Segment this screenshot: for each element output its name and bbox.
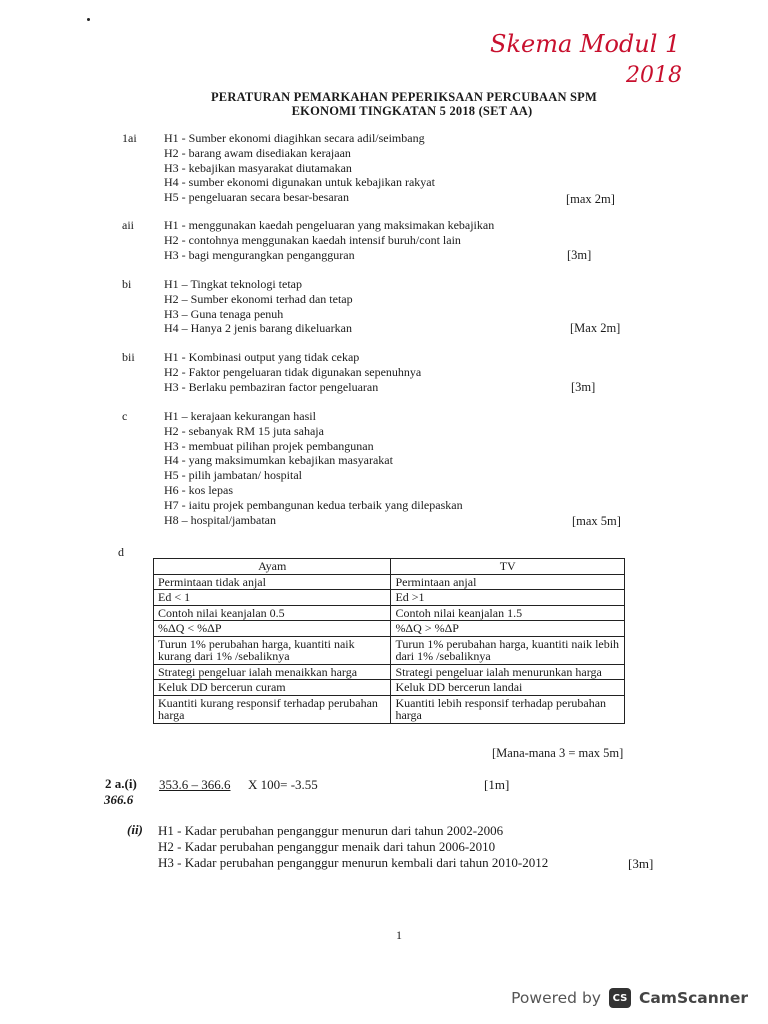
- answer-point: H4 - sumber ekonomi digunakan untuk kebajikan rakyat: [164, 175, 435, 190]
- table-cell: Turun 1% perubahan harga, kuantiti naik lebih dari 1% /sebaliknya: [391, 636, 625, 664]
- answer-point: H1 – Tingkat teknologi tetap: [164, 277, 302, 291]
- stray-dot: [87, 18, 90, 21]
- camscanner-logo-icon: CS: [609, 988, 631, 1008]
- table-cell: Ed >1: [391, 590, 625, 606]
- answer-point: H2 – Sumber ekonomi terhad dan tetap: [164, 291, 353, 306]
- answer-point: H2 - sebanyak RM 15 juta sahaja: [164, 423, 324, 438]
- answer-point: H5 - pengeluaran secara besar-besaran: [164, 190, 349, 205]
- column-header: Ayam: [154, 559, 391, 575]
- mark-allocation: [3m]: [628, 856, 654, 871]
- table-row: [154, 680, 625, 696]
- question-label: bii: [122, 350, 135, 364]
- table-cell: Strategi pengeluar ialah menurunkan harga: [391, 664, 625, 680]
- mark-allocation: [3m]: [567, 248, 592, 262]
- table-cell: Kuantiti lebih responsif terhadap perubahan harga: [391, 695, 625, 723]
- mark-allocation: [Max 2m]: [570, 321, 621, 335]
- doc-title-line1: PERATURAN PEMARKAHAN PEPERIKSAAN PERCUBAAN SPM: [210, 90, 598, 104]
- table-row: [154, 664, 625, 680]
- answer-point: H3 - membuat pilihan projek pembangunan: [164, 438, 374, 453]
- mark-allocation: [Mana-mana 3 = max 5m]: [492, 746, 624, 760]
- table-cell: %ΔQ < %ΔP: [154, 621, 391, 637]
- camscanner-watermark: [511, 986, 748, 1010]
- handwriting-line2: 2018: [626, 63, 682, 88]
- mark-allocation: [1m]: [484, 777, 510, 792]
- answer-point: H8 – hospital/jambatan: [164, 512, 276, 527]
- mark-allocation: [max 5m]: [572, 514, 621, 528]
- answer-point: H3 - kebajikan masyarakat diutamakan: [164, 160, 352, 175]
- handwriting-line1: Skema Modul 1: [490, 30, 681, 58]
- table-cell: Turun 1% perubahan harga, kuantiti naik kurang dari 1% /sebaliknya: [154, 636, 391, 664]
- answer-point: H2 - contohnya menggunakan kaedah intensif buruh/cont lain: [164, 232, 461, 247]
- column-header: TV: [391, 559, 625, 575]
- table-row: [154, 695, 625, 723]
- table-cell: Contoh nilai keanjalan 1.5: [391, 605, 625, 621]
- formula-denominator: 366.6: [104, 792, 134, 807]
- doc-title-line2: EKONOMI TINGKATAN 5 2018 (SET AA): [291, 104, 533, 118]
- answer-point: H3 - Berlaku pembaziran factor pengeluaran: [164, 379, 379, 394]
- handwritten-annotation: [488, 30, 708, 90]
- answer-point: H3 - bagi mengurangkan pengangguran: [164, 247, 355, 262]
- answer-point: H1 – kerajaan kekurangan hasil: [164, 409, 316, 423]
- comparison-table: [153, 558, 625, 724]
- answer-point: H2 - Faktor pengeluaran tidak digunakan sepenuhnya: [164, 364, 422, 379]
- table-cell: Kuantiti kurang responsif terhadap perubahan harga: [154, 695, 391, 723]
- table-row: [154, 621, 625, 637]
- camscanner-brand: CamScanner: [638, 989, 748, 1007]
- table-cell: %ΔQ > %ΔP: [391, 621, 625, 637]
- question-label: aii: [122, 218, 134, 232]
- question-label: 1ai: [122, 131, 137, 145]
- answer-point: H2 - barang awam disediakan kerajaan: [164, 145, 351, 160]
- table-row: [154, 574, 625, 590]
- answer-point: H3 - Kadar perubahan penganggur menurun kembali dari tahun 2010-2012: [158, 855, 549, 870]
- answer-point: H1 - Kadar perubahan penganggur menurun dari tahun 2002-2006: [158, 823, 504, 838]
- table-cell: Keluk DD bercerun landai: [391, 680, 625, 696]
- table-cell: Contoh nilai keanjalan 0.5: [154, 605, 391, 621]
- question-label: c: [122, 409, 128, 423]
- table-cell: Strategi pengeluar ialah menaikkan harga: [154, 664, 391, 680]
- question-label: d: [118, 545, 124, 559]
- answer-point: H1 - Sumber ekonomi diagihkan secara adil/seimbang: [164, 131, 425, 145]
- answer-point: H3 – Guna tenaga penuh: [164, 306, 284, 321]
- table-cell: Permintaan tidak anjal: [154, 574, 391, 590]
- question-label: bi: [122, 277, 132, 291]
- table-header-row: [154, 559, 625, 575]
- powered-by-text: Powered by: [511, 989, 601, 1007]
- mark-allocation: [3m]: [571, 380, 596, 394]
- answer-point: H4 - yang maksimumkan kebajikan masyarakat: [164, 453, 393, 468]
- formula-numerator: 353.6 – 366.6: [159, 777, 231, 792]
- table-row: [154, 636, 625, 664]
- table-cell: Permintaan anjal: [391, 574, 625, 590]
- table-row: [154, 590, 625, 606]
- answer-point: H5 - pilih jambatan/ hospital: [164, 468, 302, 483]
- answer-point: H4 – Hanya 2 jenis barang dikeluarkan: [164, 321, 352, 336]
- answer-point: H6 - kos lepas: [164, 482, 233, 497]
- mark-allocation: [max 2m]: [566, 192, 615, 206]
- table-cell: Ed < 1: [154, 590, 391, 606]
- question-2aii-label: (ii): [127, 822, 143, 837]
- table-row: [154, 605, 625, 621]
- page-number: 1: [396, 928, 402, 942]
- answer-point: H2 - Kadar perubahan penganggur menaik dari tahun 2006-2010: [158, 839, 496, 854]
- formula-expression: X 100= -3.55: [248, 777, 318, 792]
- answer-point: H7 - iaitu projek pembangunan kedua terbaik yang dilepaskan: [164, 497, 463, 512]
- question-2ai-label: 2 a.(i): [105, 776, 137, 791]
- answer-point: H1 - Kombinasi output yang tidak cekap: [164, 350, 360, 364]
- table-cell: Keluk DD bercerun curam: [154, 680, 391, 696]
- answer-point: H1 - menggunakan kaedah pengeluaran yang maksimakan kebajikan: [164, 218, 495, 232]
